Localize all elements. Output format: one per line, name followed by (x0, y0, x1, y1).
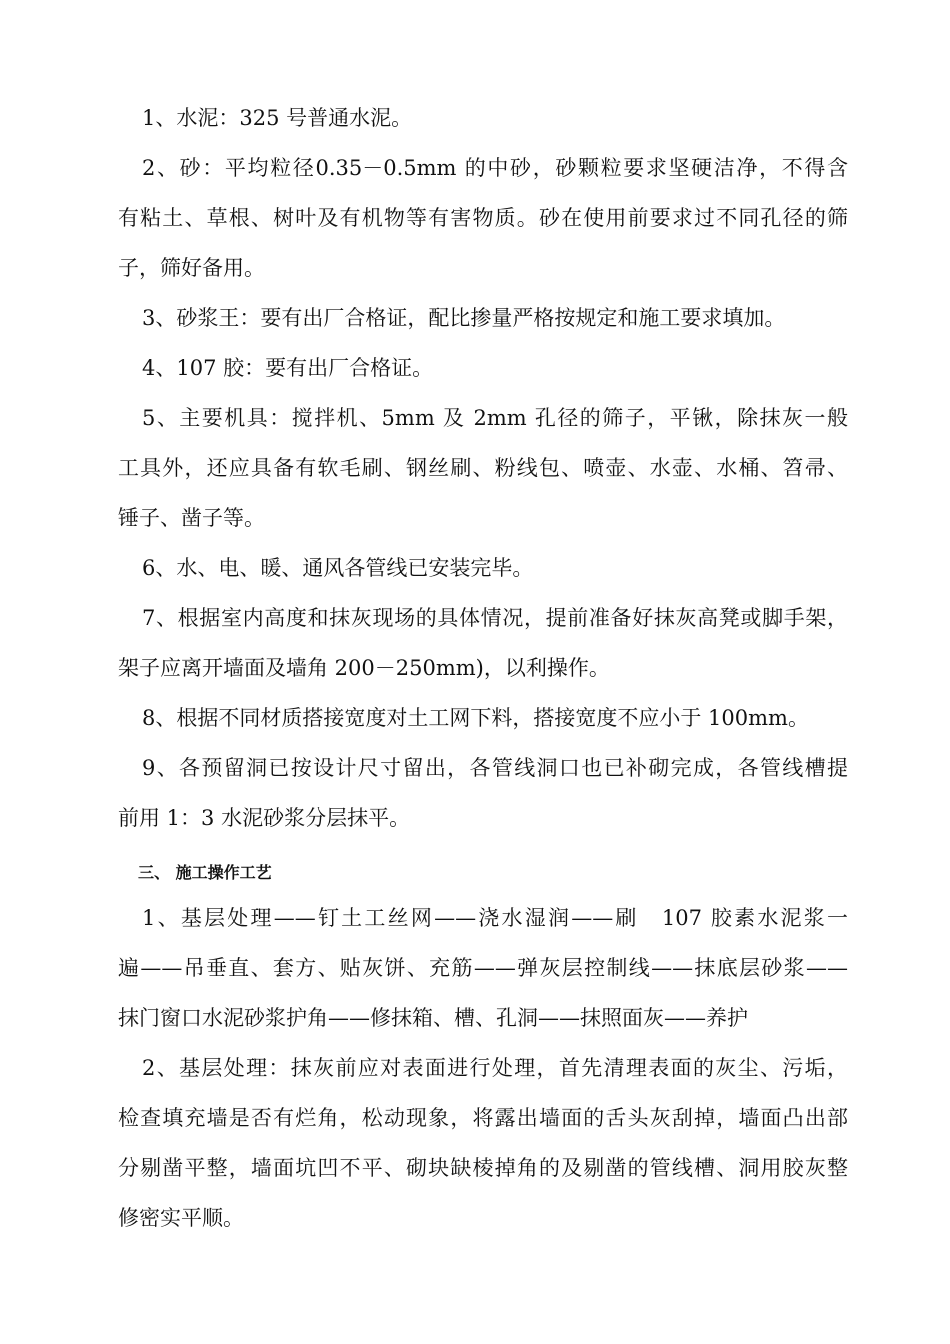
process-item-base-treatment-line-1: 2、基层处理：抹灰前应对表面进行处理，首先清理表面的灰尘、污垢， (142, 1056, 848, 1080)
material-item-mortar-king: 3、砂浆王：要有出厂合格证，配比掺量严格按规定和施工要求填加。 (142, 306, 786, 330)
material-item-sand-line-3: 子，筛好备用。 (118, 256, 265, 280)
material-item-tools-line-1: 5、主要机具：搅拌机、5mm 及 2mm 孔径的筛子，平锹，除抹灰一般 (142, 406, 848, 430)
process-item-flow-line-2: 遍——吊垂直、套方、贴灰饼、充筋——弹灰层控制线——抹底层砂浆—— (118, 956, 848, 980)
condition-item-scaffold-line-2: 架子应离开墙面及墙角 200－250mm)，以利操作。 (118, 656, 610, 680)
process-item-base-treatment-line-4: 修密实平顺。 (118, 1206, 244, 1230)
section-heading-construction-process: 三、 施工操作工艺 (138, 863, 272, 882)
process-item-base-treatment-line-3: 分剔凿平整，墙面坑凹不平、砌块缺棱掉角的及剔凿的管线槽、洞用胶灰整 (118, 1156, 848, 1180)
condition-item-holes-line-1: 9、各预留洞已按设计尺寸留出，各管线洞口也已补砌完成，各管线槽提 (142, 756, 848, 780)
material-item-cement: 1、水泥：325 号普通水泥。 (142, 106, 413, 130)
condition-item-scaffold-line-1: 7、根据室内高度和抹灰现场的具体情况，提前准备好抹灰高凳或脚手架， (142, 606, 848, 630)
material-item-tools-line-2: 工具外，还应具备有软毛刷、钢丝刷、粉线包、喷壶、水壶、水桶、笤帚、 (118, 456, 848, 480)
condition-item-pipelines: 6、水、电、暖、通风各管线已安装完毕。 (142, 556, 534, 580)
process-item-flow-line-1: 1、基层处理——钉土工丝网——浇水湿润——刷 107 胶素水泥浆一 (142, 906, 848, 930)
material-item-tools-line-3: 锤子、凿子等。 (118, 506, 265, 530)
condition-item-geotextile: 8、根据不同材质搭接宽度对土工网下料，搭接宽度不应小于 100mm。 (142, 706, 809, 730)
process-item-base-treatment-line-2: 检查填充墙是否有烂角，松动现象，将露出墙面的舌头灰刮掉，墙面凸出部 (118, 1106, 848, 1130)
process-item-flow-line-3: 抹门窗口水泥砂浆护角——修抹箱、槽、孔洞——抹照面灰——养护 (118, 1006, 748, 1030)
material-item-sand-line-1: 2、砂：平均粒径0.35－0.5mm 的中砂，砂颗粒要求坚硬洁净，不得含 (142, 156, 848, 180)
material-item-107-glue: 4、107 胶：要有出厂合格证。 (142, 356, 434, 380)
material-item-sand-line-2: 有粘土、草根、树叶及有机物等有害物质。砂在使用前要求过不同孔径的筛 (118, 206, 848, 230)
condition-item-holes-line-2: 前用 1：3 水泥砂浆分层抹平。 (118, 806, 411, 830)
